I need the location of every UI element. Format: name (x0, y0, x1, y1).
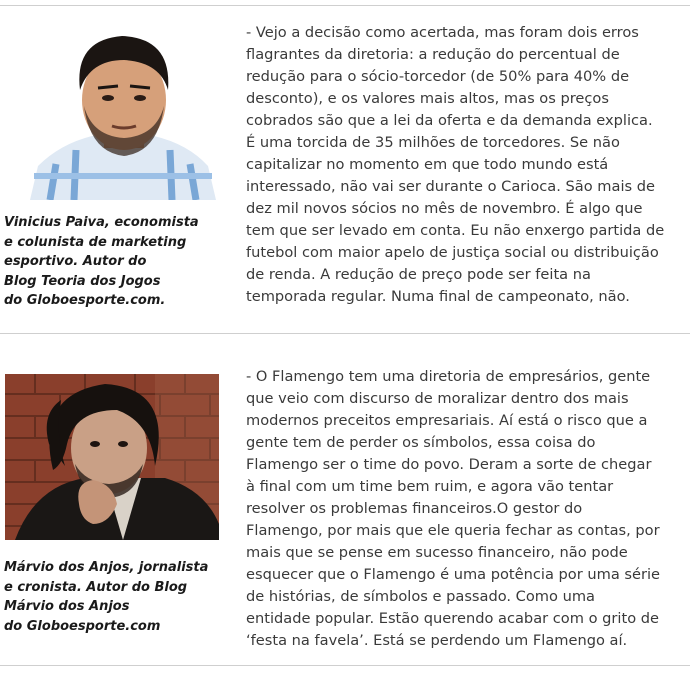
quote-line: Flamengo, por mais que ele queria fechar as contas, por (246, 522, 660, 539)
caption-line: e cronista. Autor do Blog (4, 579, 188, 595)
quote-line: tem que ser levado em conta. Eu não enxergo partida de (246, 222, 665, 239)
caption-line: Vinicius Paiva, economista (4, 215, 199, 230)
quote-line: modernos preceitos empresariais. Aí está o risco que a (246, 412, 648, 429)
quote-line: Flamengo ser o time do povo. Deram a sorte de chegar (246, 456, 652, 473)
quote-line: interessado, não vai ser durante o Carioca. São mais de (246, 178, 655, 195)
quote-line: - Vejo a decisão como acertada, mas foram dois erros (246, 24, 639, 41)
caption-line: Márvio dos Anjos (4, 599, 130, 614)
quote-line: futebol com maior apelo de justiça social ou distribuição (246, 244, 659, 261)
quote-line: mais que se pense em sucesso financeiro, não pode (246, 544, 628, 561)
quote-line: esquecer que o Flamengo é uma potência por uma série (246, 566, 661, 583)
caption-line: e colunista de marketing (4, 234, 187, 250)
caption-line: Márvio dos Anjos, jornalista (4, 560, 209, 575)
caption-line: do Globoesporte.com (4, 618, 161, 634)
quote-line: flagrantes da diretoria: a redução do percentual de (246, 46, 620, 63)
quote-line: à final com um time bem ruim, e agora vão tentar (246, 478, 614, 495)
caption-line: do Globoesporte.com. (4, 293, 166, 308)
quote-line: gente tem de perder os símbolos, essa coisa do (246, 434, 596, 451)
quote-line: redução para o sócio-torcedor (de 50% para 40% de (246, 68, 630, 85)
caption-line: Blog Teoria dos Jogos (4, 273, 161, 289)
quote-line: temporada regular. Numa final de campeonato, não. (246, 288, 630, 305)
quote-line: É uma torcida de 35 milhões de torcedores. Se não (246, 134, 620, 151)
quote-line: cobrados são que a lei da oferta e da demanda explica. (246, 112, 653, 129)
quote-line: capitalizar no momento em que todo mundo está (246, 156, 609, 173)
quote-line: que veio com discurso de moralizar dentro dos mais (246, 390, 629, 407)
quote-marvio (246, 366, 686, 652)
portrait-photo-marvio (5, 374, 219, 540)
quote-line: entidade popular. Estão querendo acabar com o grito de (246, 610, 659, 627)
quote-line: resolver os problemas financeiros.O gestor do (246, 500, 583, 517)
caption-marvio (4, 558, 224, 636)
quote-line: desconto), e os valores mais altos, mas os preços (246, 90, 609, 107)
quote-line: - O Flamengo tem uma diretoria de empresários, gente (246, 368, 651, 385)
quote-line: dez mil novos sócios no mês de novembro. É algo que (246, 200, 643, 217)
quote-line: de renda. A redução de preço pode ser feita na (246, 266, 591, 283)
caption-line: esportivo. Autor do (4, 254, 147, 269)
quote-line: de histórias, de símbolos e passado. Como uma (246, 588, 595, 605)
bottom-divider (0, 665, 690, 666)
quote-line: ‘festa na favela’. Está se perdendo um Flamengo aí. (246, 632, 628, 649)
